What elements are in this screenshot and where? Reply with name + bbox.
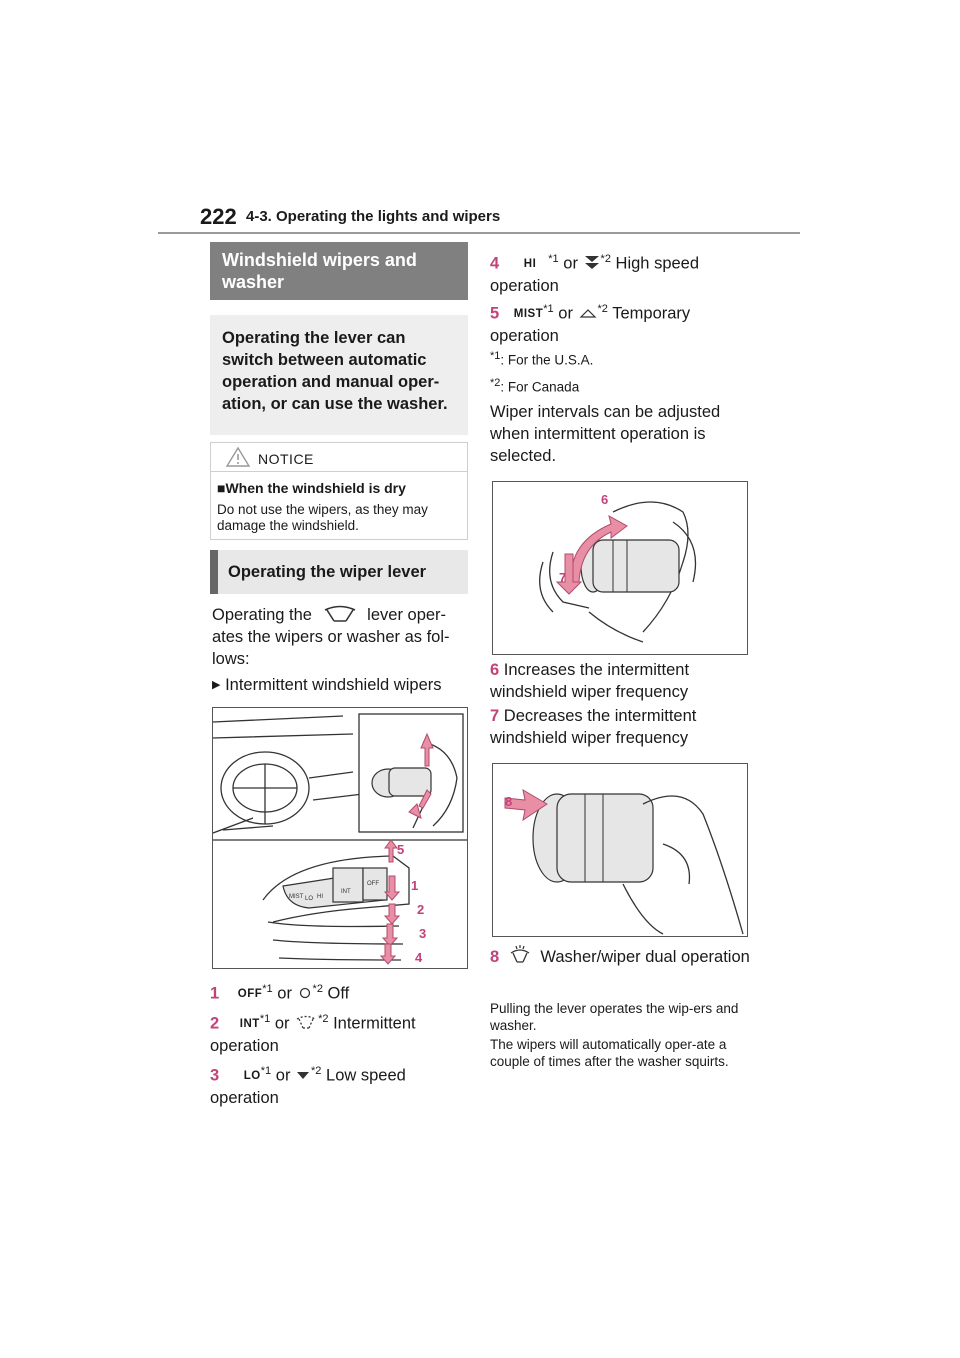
item-number: 1 (210, 984, 220, 1003)
note-2: The wipers will automatically oper-ate a couple of times after the washer squirts. (490, 1037, 729, 1069)
fig2-label-6: 6 (601, 492, 609, 507)
hi-code: HI (523, 258, 537, 271)
wiper-icon (321, 604, 359, 624)
lo-code: LO (243, 1070, 261, 1083)
item-5 (490, 298, 752, 347)
footnote-1 (490, 348, 593, 369)
item-number: 5 (490, 304, 500, 323)
footnote-mark-2: *2 (600, 253, 611, 265)
intro-part2: lever oper-ates the wipers or washer as fol-lows: (212, 606, 450, 668)
item-label: Temporary operation (490, 304, 691, 346)
fig2-label-7: 7 (559, 570, 567, 585)
warning-icon (225, 446, 251, 468)
figure-wiper-lever-positions (212, 707, 468, 969)
notice-title: NOTICE (258, 451, 314, 467)
item-1 (210, 978, 470, 1005)
washer-icon (508, 945, 532, 965)
item-label: Low speed operation (210, 1066, 406, 1108)
item-label: Washer/wiper dual operation (540, 948, 750, 966)
interval-paragraph: Wiper intervals can be adjusted when intermittent operation is selected. (490, 403, 721, 465)
interval-dial-illustration (493, 482, 747, 654)
footnote-mark-1: *1 (260, 1065, 272, 1077)
bullet-arrow-icon: ▶ (212, 679, 221, 691)
intro-paragraph (212, 604, 470, 670)
item-label: Decreases the intermittent windshield wiper frequency (490, 707, 697, 747)
fig1-label-1: 1 (411, 878, 419, 893)
footnote-mark-2: *2 (597, 303, 608, 315)
low-speed-icon (295, 1068, 311, 1082)
or-word: or (277, 984, 292, 1003)
page-number: 222 (200, 204, 237, 229)
fig3-label-8: 8 (505, 794, 513, 809)
figure-interval-adjust (492, 481, 748, 655)
item-label: Increases the intermittent windshield wiper frequency (490, 661, 690, 701)
or-word: or (558, 304, 573, 323)
lever-text-lo: LO (305, 896, 314, 902)
lever-text-mist: MIST (289, 894, 304, 900)
fig1-label-3: 3 (419, 926, 427, 941)
lever-text-off: OFF (367, 881, 379, 887)
footnote-text: : For the U.S.A. (500, 352, 594, 368)
fig1-label-5: 5 (397, 842, 405, 857)
item-label: Intermittent operation (210, 1014, 416, 1056)
item-number: 7 (490, 707, 500, 725)
footnote-mark-1: *1 (262, 983, 273, 995)
lever-text-hi: HI (317, 894, 323, 900)
footnote-mark-1: *1 (543, 303, 554, 315)
footnote-mark-1: *1 (548, 253, 559, 265)
item-2 (210, 1008, 472, 1057)
item-number: 2 (210, 1014, 220, 1033)
bullet-text: Intermittent windshield wipers (225, 676, 442, 694)
item-label: Off (327, 984, 350, 1003)
footnote-mark-2: *2 (318, 1013, 329, 1025)
int-code: INT (239, 1018, 260, 1031)
item-label: High speed operation (490, 254, 700, 296)
footnote-mark: *2 (490, 377, 501, 389)
figure-washer-pull (492, 763, 748, 937)
footnote-mark: *1 (490, 350, 501, 362)
or-word: or (275, 1066, 291, 1085)
notice-subtitle: ■When the windshield is dry (217, 480, 406, 496)
item-number: 8 (490, 948, 500, 966)
header-rule (158, 232, 800, 234)
section-lead: Operating the lever can switch between automatic operation and manual oper-ation, or can use the washer. (210, 315, 468, 435)
footnote-mark-2: *2 (311, 1065, 322, 1077)
high-speed-icon (583, 255, 601, 271)
item-7 (490, 705, 752, 749)
footnote-mark-1: *1 (259, 1013, 271, 1025)
intro-part1: Operating the (212, 606, 312, 624)
section-title: Windshield wipers and washer (210, 242, 468, 300)
item-8 (490, 945, 752, 968)
footnote-text: : For Canada (500, 379, 580, 395)
mist-icon (578, 306, 598, 320)
lever-text-int: INT (341, 889, 351, 895)
notice-box (210, 442, 468, 540)
subsection-title: Operating the wiper lever (210, 550, 468, 594)
lever-illustration (213, 708, 467, 968)
note-1: Pulling the lever operates the wip-ers and washer. (490, 1001, 739, 1033)
item-6 (490, 659, 752, 703)
item-number: 4 (490, 254, 500, 273)
chapter-title: 4-3. Operating the lights and wipers (246, 208, 501, 225)
fig1-label-4: 4 (415, 950, 423, 965)
fig1-label-2: 2 (417, 902, 425, 917)
item-number: 3 (210, 1066, 220, 1085)
item-number: 6 (490, 661, 500, 679)
item-4 (490, 248, 752, 297)
off-code: OFF (237, 988, 263, 1001)
footnote-2 (490, 375, 579, 396)
or-word: or (274, 1014, 290, 1033)
or-word: or (563, 254, 578, 273)
bullet-item (212, 674, 442, 696)
footnote-mark-2: *2 (312, 983, 323, 995)
off-circle-icon (297, 985, 313, 1001)
mist-code: MIST (513, 308, 544, 321)
item-3 (210, 1060, 472, 1109)
notice-text: Do not use the wipers, as they may damage the windshield. (217, 502, 428, 533)
intermittent-icon (294, 1014, 318, 1032)
washer-illustration (493, 764, 747, 936)
